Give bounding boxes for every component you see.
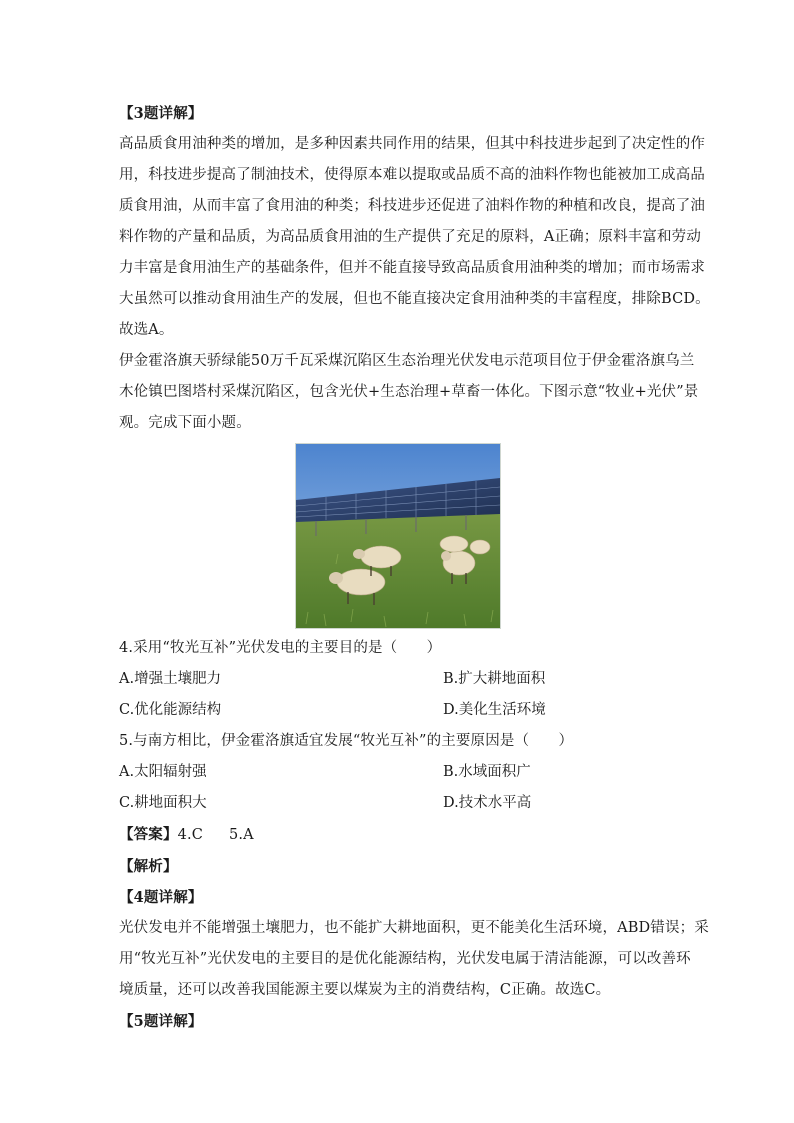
answer-q5: 5.A — [229, 827, 254, 843]
text-line: 故选A。 — [119, 322, 174, 338]
q5-detail-heading: 【5题详解】 — [119, 1013, 203, 1030]
text-line: 木伦镇巴图塔村采煤沉陷区，包含光伏+生态治理+草畜一体化。下图示意“牧业+光伏”景 — [119, 384, 699, 400]
q5-options-row-1 — [119, 757, 679, 788]
analysis-heading: 【解析】 — [119, 858, 178, 875]
answer-line — [119, 819, 679, 851]
text-line: 用“牧光互补”光伏发电的主要目的是优化能源结构，光伏发电属于清洁能源，可以改善环 — [119, 951, 691, 967]
solar-panels-with-sheep-photo — [295, 443, 501, 629]
q5-options-row-2 — [119, 788, 679, 819]
q4-option-a: A.增强土壤肥力 — [119, 671, 222, 687]
q4-option-d: D.美化生活环境 — [443, 702, 546, 718]
text-line: 大虽然可以推动食用油生产的发展，但也不能直接决定食用油种类的丰富程度，排除BCD。 — [119, 291, 710, 307]
text-line: 用，科技进步提高了制油技术，使得原本难以提取或品质不高的油料作物也能被加工成高品 — [119, 167, 705, 183]
q4-detail-body — [119, 913, 709, 1006]
q5-stem: 5.与南方相比，伊金霍洛旗适宜发展“牧光互补”的主要原因是（ ） — [119, 733, 574, 749]
q4-options-row-2 — [119, 695, 679, 726]
q4-detail-heading: 【4题详解】 — [119, 889, 203, 906]
text-line: 境质量，还可以改善我国能源主要以煤炭为主的消费结构，C正确。故选C。 — [119, 982, 611, 998]
q4-option-c: C.优化能源结构 — [119, 702, 222, 718]
q3-detail-heading: 【3题详解】 — [119, 105, 203, 122]
q5-option-d: D.技术水平高 — [443, 795, 532, 811]
text-line: 光伏发电并不能增强土壤肥力，也不能扩大耕地面积，更不能美化生活环境，ABD错误；采 — [119, 920, 709, 936]
answer-label: 【答案】 — [119, 826, 178, 843]
document-content — [119, 98, 710, 1037]
passage — [119, 346, 699, 439]
q3-detail-body — [119, 129, 710, 346]
text-line: 质食用油，从而丰富了食用油的种类；科技进步还促进了油料作物的种植和改良，提高了油 — [119, 198, 705, 214]
q5-option-c: C.耕地面积大 — [119, 795, 207, 811]
text-line: 高品质食用油种类的增加，是多种因素共同作用的结果，但其中科技进步起到了决定性的作 — [119, 136, 705, 152]
text-line: 料作物的产量和品质，为高品质食用油的生产提供了充足的原料，A正确；原料丰富和劳动 — [119, 229, 701, 245]
text-line: 伊金霍洛旗天骄绿能50万千瓦采煤沉陷区生态治理光伏发电示范项目位于伊金霍洛旗乌兰 — [119, 353, 695, 369]
q5-option-b: B.水域面积广 — [443, 764, 531, 780]
answer-q4: 4.C — [177, 827, 203, 843]
q4-options-row-1 — [119, 664, 679, 695]
text-line: 力丰富是食用油生产的基础条件，但并不能直接导致高品质食用油种类的增加；而市场需求 — [119, 260, 705, 276]
text-line: 观。完成下面小题。 — [119, 415, 251, 431]
q5-option-a: A.太阳辐射强 — [119, 764, 207, 780]
q4-option-b: B.扩大耕地面积 — [443, 671, 546, 687]
q4-stem: 4.采用“牧光互补”光伏发电的主要目的是（ ） — [119, 640, 442, 656]
